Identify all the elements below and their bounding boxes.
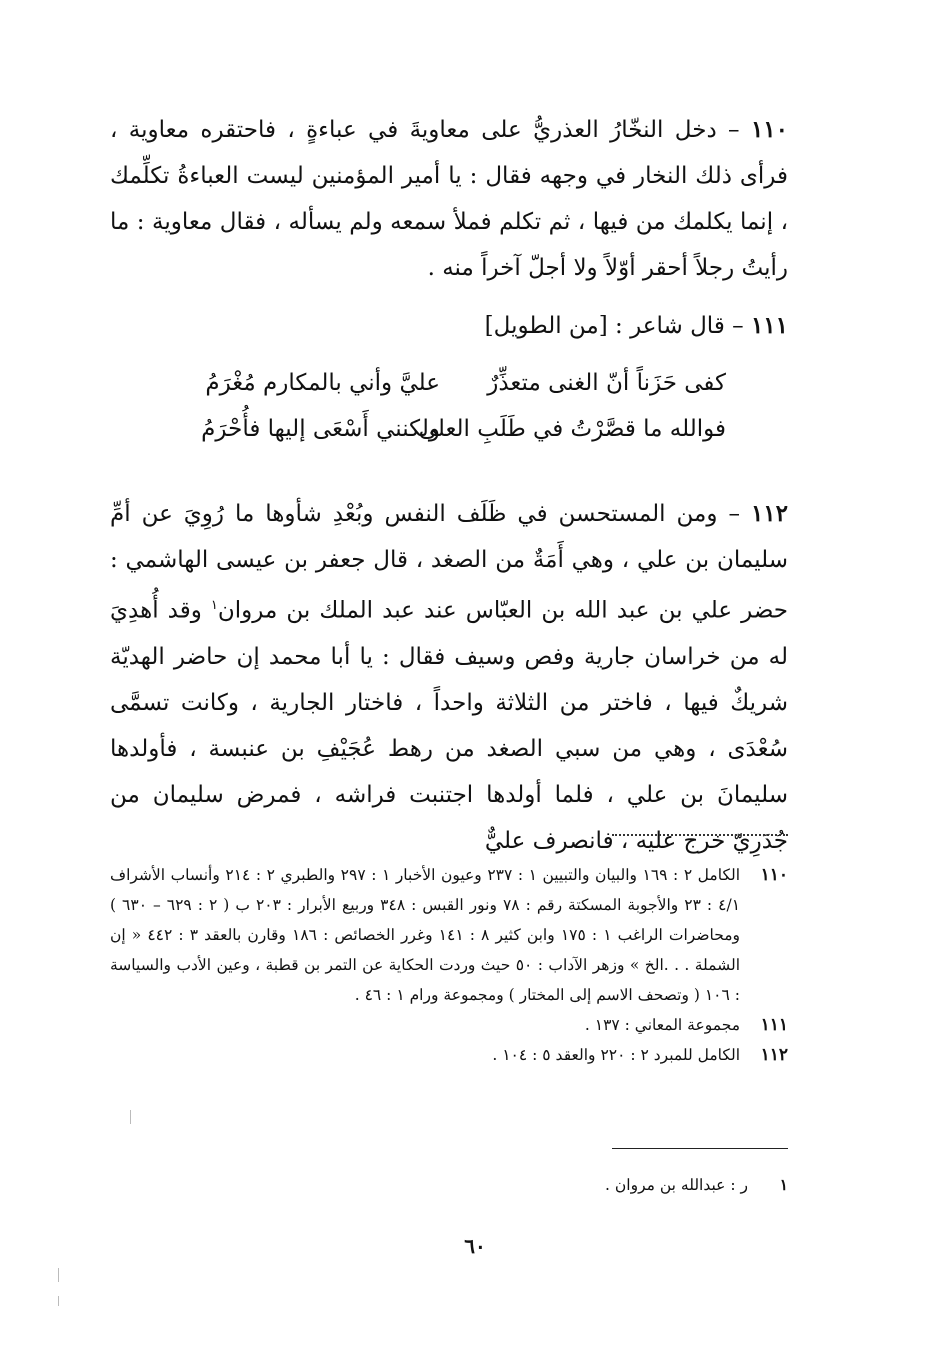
page-number: ٦٠	[464, 1234, 486, 1258]
source-note-text: الكامل للمبرد ٢ : ٢٢٠ والعقد ٥ : ١٠٤ .	[492, 1046, 740, 1064]
source-note-112	[110, 1040, 788, 1070]
footnote	[110, 1170, 788, 1200]
scan-mark	[58, 1296, 59, 1306]
entry-112-text-continued: وقد أُهدِيَ له من خراسان جارية وفص وسيف فقال : يا أبا محمد إن حاضر الهديّة شريكٌ فيها ، فاختر من الثلاثة واحداً ، فاختار الجارية ، وكانت تسمَّى سُعْدَى ، وهي من سبي الصغد من رهط عُجَيْفِ بن عنبسة ، فأولدها سليمانَ بن علي ، فلما أولدها اجتنبت فراشه ، فمرض سليمان من جُدَرِيّ خرج عليه ، فانصرف عليٌّ	[110, 597, 788, 854]
verse-2-first-hemistich: فوالله ما قصَّرْتُ في طَلَبِ العلى	[418, 416, 726, 442]
dotted-divider	[612, 834, 788, 836]
verse-1-first-hemistich: كفى حَزَناً أنّ الغنى متعذِّرٌ	[487, 370, 726, 396]
poem-verse-1	[110, 360, 788, 406]
entry-112	[110, 491, 788, 864]
scan-mark	[130, 1110, 131, 1124]
entry-111	[110, 303, 788, 349]
footnote-number: ١	[779, 1175, 788, 1194]
entry-110-text: – دخل النخّارُ العذريُّ على معاويةَ في عباءةٍ ، فاحتقره معاوية ، فرأى ذلك النخار في وجهه فقال : يا أمير المؤمنين ليست العباءةُ تكلِّمك ، إنما يكلمك من فيها ، ثم تكلم فملأ سمعه ولم يسأله ، فقال معاوية : ما رأيتُ رجلاً أحقر أوّلاً ولا أجلّ آخراً منه .	[110, 117, 788, 281]
verse-2-second-hemistich: ولكنني أَسْعَى إليها فأُحْرَمُ	[201, 416, 440, 442]
entry-number-110: ١١٠	[750, 116, 788, 143]
source-note-text: مجموعة المعاني : ١٣٧ .	[584, 1016, 740, 1034]
scan-mark	[58, 1268, 59, 1282]
poem	[110, 360, 788, 452]
poem-verse-2	[110, 406, 788, 452]
entry-110	[110, 107, 788, 291]
source-note-111	[110, 1010, 788, 1040]
source-note-number: ١١٠	[760, 865, 788, 885]
footnote-marker: ١	[210, 598, 218, 613]
footnote-text: ر : عبدالله بن مروان .	[605, 1176, 748, 1194]
entry-111-text: – قال شاعر : [من الطويل]	[484, 313, 751, 339]
source-note-text: الكامل ٢ : ١٦٩ والبيان والتبيين ١ : ٢٣٧ وعيون الأخبار ١ : ٢٩٧ والطبري ٢ : ٢١٤ وأنساب الأشراف ٤/١ : ٢٣ والأجوبة المسكتة رقم : ٧٨ ونور القبس : ٣٤٨ وربيع الأبرار : ٢٠٣ ب ( ٢ : ٦٢٩ – ٦٣٠ ) ومحاضرات الراغب ١ : ١٧٥ وابن كثير ٨ : ١٤١ وغرر الخصائص : ١٨٦ وقارن بالعقد ٣ : ٤٤٢ « إن الشملة . . .الخ » وزهر الآداب : ٥٠ حيث وردت الحكاية عن التمر بن قطبة ، وعين الأدب والسياسة : ١٠٦ ( وتصحف الاسم إلى المختار ) ومجموعة ورام ١ : ٤٦ .	[110, 866, 741, 1004]
source-note-number: ١١٢	[760, 1045, 788, 1065]
entry-112-text: – ومن المستحسن في ظَلَف النفس وبُعْدِ شأوها ما رُوِيَ عن أمِّ سليمان بن علي ، وهي أَمَةٌ من الصغد ، قال جعفر بن عيسى الهاشمي : حضر علي بن عبد الله بن العبّاس عند عبد الملك بن مروان	[110, 501, 788, 624]
source-note-110	[110, 860, 788, 1010]
source-notes	[110, 860, 788, 1070]
source-note-number: ١١١	[760, 1015, 788, 1035]
verse-1-second-hemistich: عليَّ وأني بالمكارم مُغْرَمُ	[205, 370, 440, 396]
footnote-divider	[612, 1148, 788, 1149]
entry-number-111: ١١١	[750, 312, 788, 339]
entry-number-112: ١١٢	[750, 500, 788, 527]
